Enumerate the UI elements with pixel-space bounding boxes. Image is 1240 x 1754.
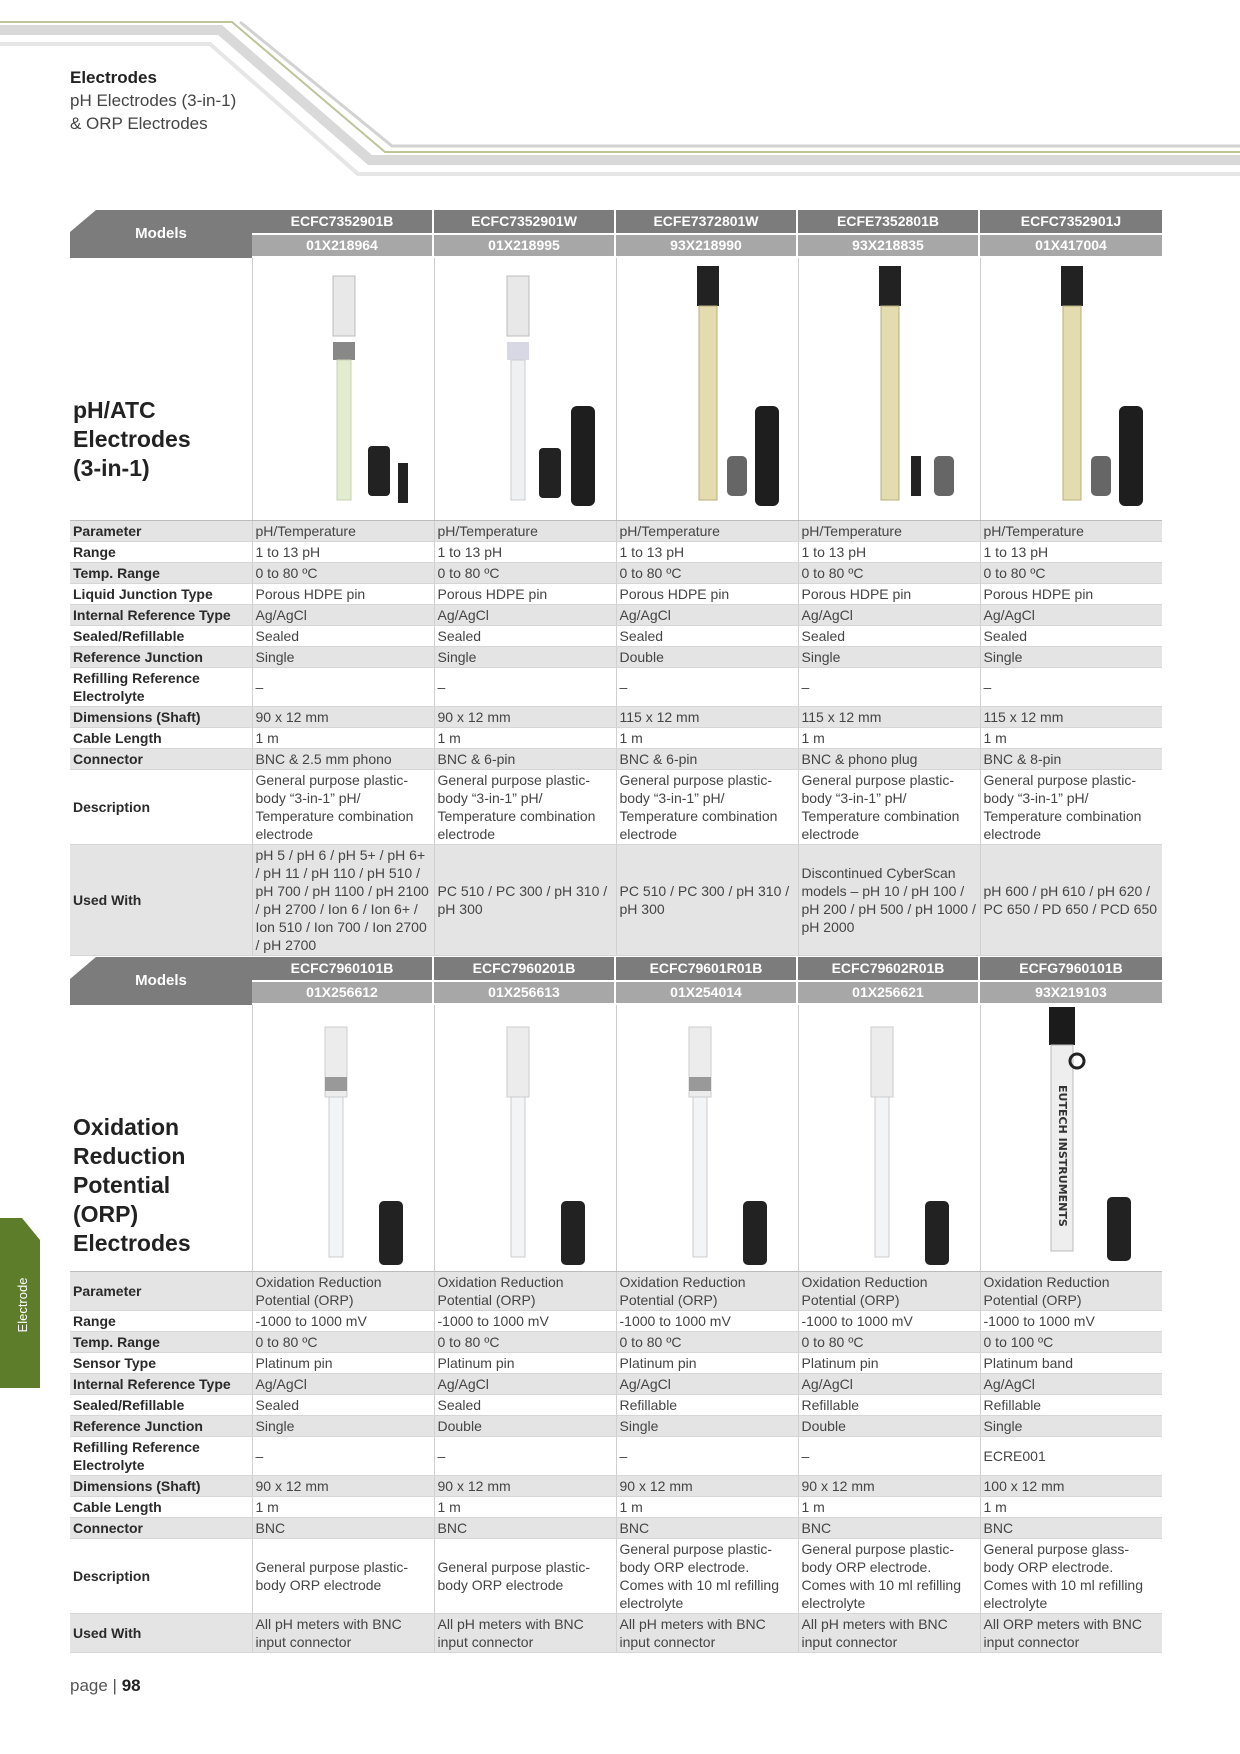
spec-cell: pH/Temperature xyxy=(616,521,798,542)
electrode-image xyxy=(252,258,434,520)
section-title-line: Reduction xyxy=(73,1143,186,1169)
model-cat: 01X256612 xyxy=(252,982,432,1003)
spec-cell: pH 5 / pH 6 / pH 5+ / pH 6+ / pH 11 / pH 110 / pH 510 / pH 700 / pH 1100 / pH 2100 / pH 2700 / Ion 6 / Ion 6+ / Ion 510 / Ion 700 / Ion 2700 / pH 2700 xyxy=(252,845,434,956)
table-row xyxy=(70,749,1162,770)
spec-cell: BNC xyxy=(616,1518,798,1539)
spec-cell: Sealed xyxy=(252,626,434,647)
spec-cell: 1 m xyxy=(434,728,616,749)
spec-cell: PC 510 / PC 300 / pH 310 / pH 300 xyxy=(434,845,616,956)
table-row xyxy=(70,542,1162,563)
spec-cell: 1 m xyxy=(798,728,980,749)
param-label: Range xyxy=(70,1311,252,1332)
electrode-icon xyxy=(981,258,1162,520)
spec-cell: Single xyxy=(252,1416,434,1437)
spec-cell: All pH meters with BNC input connector xyxy=(616,1614,798,1653)
electrode-image xyxy=(798,258,980,520)
spec-cell: All pH meters with BNC input connector xyxy=(252,1614,434,1653)
model-column xyxy=(616,957,796,1005)
table-row xyxy=(70,1497,1162,1518)
spec-cell: All pH meters with BNC input connector xyxy=(798,1614,980,1653)
electrode-icon xyxy=(617,1005,798,1271)
model-code: ECFC7960101B xyxy=(252,957,432,980)
spec-cell: All pH meters with BNC input connector xyxy=(434,1614,616,1653)
model-code: ECFE7372801W xyxy=(616,210,796,233)
model-cat: 93X219103 xyxy=(980,982,1162,1003)
model-column xyxy=(980,210,1162,258)
spec-cell: 1 m xyxy=(252,1497,434,1518)
spec-cell: Sealed xyxy=(616,626,798,647)
spec-cell: 0 to 80 ºC xyxy=(980,563,1162,584)
spec-cell: – xyxy=(434,1437,616,1476)
spec-cell: -1000 to 1000 mV xyxy=(798,1311,980,1332)
model-column xyxy=(980,957,1162,1005)
spec-cell: ECRE001 xyxy=(980,1437,1162,1476)
electrode-image xyxy=(980,258,1163,520)
page-subtitle-1: pH Electrodes (3-in-1) xyxy=(70,91,237,110)
model-code: ECFC7352901J xyxy=(980,210,1162,233)
spec-cell: 1 m xyxy=(616,728,798,749)
table-row xyxy=(70,1476,1162,1497)
electrode-icon xyxy=(253,258,434,520)
table-row xyxy=(70,605,1162,626)
table-row xyxy=(70,845,1162,956)
model-column xyxy=(252,957,432,1005)
table-row xyxy=(70,563,1162,584)
model-code: ECFC79601R01B xyxy=(616,957,796,980)
param-label: Description xyxy=(70,1539,252,1614)
table-row xyxy=(70,1518,1162,1539)
spec-cell: Discontinued CyberScan models – pH 10 / pH 100 / pH 200 / pH 500 / pH 1000 / pH 2000 xyxy=(798,845,980,956)
table-row xyxy=(70,647,1162,668)
spec-cell: pH/Temperature xyxy=(980,521,1162,542)
model-code: ECFC79602R01B xyxy=(798,957,978,980)
spec-cell: Single xyxy=(980,647,1162,668)
spec-cell: BNC & 6-pin xyxy=(616,749,798,770)
spec-cell: pH/Temperature xyxy=(252,521,434,542)
spec-cell: 0 to 80 ºC xyxy=(252,1332,434,1353)
spec-table xyxy=(70,521,1162,956)
page-header xyxy=(70,66,236,135)
table-row xyxy=(70,668,1162,707)
param-label: Internal Reference Type xyxy=(70,605,252,626)
spec-cell: 1 m xyxy=(616,1497,798,1518)
electrode-icon xyxy=(435,258,616,520)
spec-cell: 90 x 12 mm xyxy=(252,1476,434,1497)
table-row xyxy=(70,1437,1162,1476)
section-title-line: Oxidation xyxy=(73,1114,180,1140)
spec-cell: BNC xyxy=(434,1518,616,1539)
param-label: Used With xyxy=(70,1614,252,1653)
spec-cell: 1 to 13 pH xyxy=(616,542,798,563)
spec-cell: General purpose plastic-body ORP electrode. Comes with 10 ml refilling electrolyte xyxy=(798,1539,980,1614)
page-label: page xyxy=(70,1676,108,1695)
param-label: Reference Junction xyxy=(70,647,252,668)
electrode-image xyxy=(616,258,798,520)
section-title-line: pH/ATC xyxy=(73,397,156,423)
spec-cell: Single xyxy=(616,1416,798,1437)
spec-cell: 1 to 13 pH xyxy=(252,542,434,563)
spec-cell: BNC xyxy=(798,1518,980,1539)
spec-cell: Porous HDPE pin xyxy=(980,584,1162,605)
spec-cell: Double xyxy=(798,1416,980,1437)
spec-cell: 115 x 12 mm xyxy=(980,707,1162,728)
table-row xyxy=(70,1353,1162,1374)
electrode-icon xyxy=(435,1005,616,1271)
spec-cell: Oxidation Reduction Potential (ORP) xyxy=(980,1272,1162,1311)
spec-cell: pH 600 / pH 610 / pH 620 / PC 650 / PD 650 / PCD 650 xyxy=(980,845,1162,956)
spec-cell: 1 to 13 pH xyxy=(980,542,1162,563)
spec-cell: 1 to 13 pH xyxy=(434,542,616,563)
spec-cell: Platinum pin xyxy=(434,1353,616,1374)
spec-cell: General purpose plastic-body ORP electrode xyxy=(252,1539,434,1614)
param-label: Refilling Reference Electrolyte xyxy=(70,668,252,707)
table-row xyxy=(70,1272,1162,1311)
model-column xyxy=(616,210,796,258)
spec-cell: 90 x 12 mm xyxy=(616,1476,798,1497)
spec-cell: pH/Temperature xyxy=(798,521,980,542)
spec-cell: Single xyxy=(798,647,980,668)
model-cat: 01X256621 xyxy=(798,982,978,1003)
spec-cell: General purpose glass-body ORP electrode. Comes with 10 ml refilling electrolyte xyxy=(980,1539,1162,1614)
spec-cell: -1000 to 1000 mV xyxy=(980,1311,1162,1332)
spec-cell: Double xyxy=(434,1416,616,1437)
spec-cell: BNC xyxy=(252,1518,434,1539)
spec-cell: – xyxy=(434,668,616,707)
param-label: Refilling Reference Electrolyte xyxy=(70,1437,252,1476)
models-label: Models xyxy=(135,225,187,242)
models-label: Models xyxy=(135,972,187,989)
param-label: Connector xyxy=(70,749,252,770)
page-title: Electrodes xyxy=(70,68,157,87)
spec-cell: 90 x 12 mm xyxy=(798,1476,980,1497)
section-title-line: Electrodes xyxy=(73,426,191,452)
spec-cell: 0 to 80 ºC xyxy=(616,563,798,584)
table-row xyxy=(70,728,1162,749)
spec-cell: Porous HDPE pin xyxy=(434,584,616,605)
electrode-image xyxy=(252,1005,434,1271)
model-code: ECFC7352901B xyxy=(252,210,432,233)
model-column xyxy=(252,210,432,258)
spec-cell: – xyxy=(252,668,434,707)
spec-cell: Ag/AgCl xyxy=(434,1374,616,1395)
spec-cell: 90 x 12 mm xyxy=(252,707,434,728)
spec-cell: 0 to 80 ºC xyxy=(616,1332,798,1353)
spec-cell: Sealed xyxy=(798,626,980,647)
spec-cell: – xyxy=(252,1437,434,1476)
electrode-icon xyxy=(981,1005,1162,1271)
spec-cell: Refillable xyxy=(798,1395,980,1416)
spec-cell: 1 m xyxy=(252,728,434,749)
param-label: Description xyxy=(70,770,252,845)
param-label: Parameter xyxy=(70,521,252,542)
spec-cell: Oxidation Reduction Potential (ORP) xyxy=(434,1272,616,1311)
spec-cell: -1000 to 1000 mV xyxy=(616,1311,798,1332)
spec-cell: 1 m xyxy=(798,1497,980,1518)
page-footer: page | 98 xyxy=(70,1676,141,1695)
table-row xyxy=(70,1332,1162,1353)
spec-cell: Porous HDPE pin xyxy=(252,584,434,605)
side-tab-label: Electrode xyxy=(15,1277,30,1333)
spec-cell: Refillable xyxy=(616,1395,798,1416)
spec-cell: Single xyxy=(252,647,434,668)
model-code: ECFC7352901W xyxy=(434,210,614,233)
model-code: ECFG7960101B xyxy=(980,957,1162,980)
spec-cell: Platinum pin xyxy=(252,1353,434,1374)
page-number: 98 xyxy=(121,1676,141,1695)
section-title xyxy=(73,396,191,483)
model-column xyxy=(434,210,614,258)
spec-cell: BNC & 8-pin xyxy=(980,749,1162,770)
table-row xyxy=(70,1416,1162,1437)
spec-cell: – xyxy=(798,668,980,707)
spec-cell: Platinum pin xyxy=(798,1353,980,1374)
spec-cell: BNC & 6-pin xyxy=(434,749,616,770)
spec-cell: Ag/AgCl xyxy=(616,1374,798,1395)
spec-cell: 0 to 80 ºC xyxy=(798,563,980,584)
spec-cell: – xyxy=(798,1437,980,1476)
spec-cell: All ORP meters with BNC input connector xyxy=(980,1614,1162,1653)
param-label: Sensor Type xyxy=(70,1353,252,1374)
electrode-image xyxy=(980,1005,1163,1271)
spec-cell: Sealed xyxy=(252,1395,434,1416)
param-label: Dimensions (Shaft) xyxy=(70,1476,252,1497)
spec-cell: 1 to 13 pH xyxy=(798,542,980,563)
table-row xyxy=(70,1395,1162,1416)
spec-cell: General purpose plastic-body ORP electrode xyxy=(434,1539,616,1614)
model-column xyxy=(798,210,978,258)
spec-cell: Oxidation Reduction Potential (ORP) xyxy=(252,1272,434,1311)
table-row xyxy=(70,1374,1162,1395)
spec-cell: Ag/AgCl xyxy=(980,1374,1162,1395)
model-cat: 93X218990 xyxy=(616,235,796,256)
model-cat: 93X218835 xyxy=(798,235,978,256)
spec-cell: -1000 to 1000 mV xyxy=(252,1311,434,1332)
spec-cell: 115 x 12 mm xyxy=(616,707,798,728)
ph-electrodes-section xyxy=(70,210,1162,956)
param-label: Range xyxy=(70,542,252,563)
models-header xyxy=(70,210,1162,258)
spec-cell: Porous HDPE pin xyxy=(616,584,798,605)
electrode-icon xyxy=(617,258,798,520)
spec-cell: 0 to 80 ºC xyxy=(434,1332,616,1353)
spec-cell: – xyxy=(616,1437,798,1476)
spec-cell: 1 m xyxy=(980,1497,1162,1518)
spec-cell: General purpose plastic-body “3-in-1” pH/ Temperature combination electrode xyxy=(252,770,434,845)
spec-cell: pH/Temperature xyxy=(434,521,616,542)
spec-cell: BNC & phono plug xyxy=(798,749,980,770)
param-label: Liquid Junction Type xyxy=(70,584,252,605)
spec-cell: Ag/AgCl xyxy=(252,605,434,626)
electrode-label: EUTECH INSTRUMENTS xyxy=(1056,1085,1069,1227)
spec-cell: 115 x 12 mm xyxy=(798,707,980,728)
spec-cell: 90 x 12 mm xyxy=(434,707,616,728)
spec-cell: Oxidation Reduction Potential (ORP) xyxy=(798,1272,980,1311)
model-cat: 01X417004 xyxy=(980,235,1162,256)
section-title xyxy=(73,1113,191,1258)
product-images-row xyxy=(70,258,1162,521)
param-label: Dimensions (Shaft) xyxy=(70,707,252,728)
spec-cell: Porous HDPE pin xyxy=(798,584,980,605)
model-code: ECFE7352801B xyxy=(798,210,978,233)
param-label: Internal Reference Type xyxy=(70,1374,252,1395)
spec-cell: Oxidation Reduction Potential (ORP) xyxy=(616,1272,798,1311)
section-title-line: Potential xyxy=(73,1172,171,1198)
spec-cell: 1 m xyxy=(980,728,1162,749)
spec-cell: – xyxy=(980,668,1162,707)
spec-cell: -1000 to 1000 mV xyxy=(434,1311,616,1332)
spec-cell: 1 m xyxy=(434,1497,616,1518)
model-cat: 01X218964 xyxy=(252,235,432,256)
spec-cell: Ag/AgCl xyxy=(980,605,1162,626)
table-row xyxy=(70,584,1162,605)
table-row xyxy=(70,770,1162,845)
electrode-icon xyxy=(799,1005,980,1271)
param-label: Parameter xyxy=(70,1272,252,1311)
orp-electrodes-section xyxy=(70,957,1162,1653)
electrode-image xyxy=(434,258,616,520)
param-label: Temp. Range xyxy=(70,563,252,584)
electrode-image xyxy=(798,1005,980,1271)
spec-cell: General purpose plastic-body ORP electrode. Comes with 10 ml refilling electrolyte xyxy=(616,1539,798,1614)
param-label: Connector xyxy=(70,1518,252,1539)
model-column xyxy=(798,957,978,1005)
param-label: Sealed/Refillable xyxy=(70,1395,252,1416)
electrode-icon xyxy=(799,258,980,520)
spec-cell: Ag/AgCl xyxy=(252,1374,434,1395)
spec-cell: Platinum band xyxy=(980,1353,1162,1374)
spec-cell: 0 to 80 ºC xyxy=(798,1332,980,1353)
spec-cell: Single xyxy=(434,647,616,668)
spec-cell: Sealed xyxy=(980,626,1162,647)
models-header xyxy=(70,957,1162,1005)
spec-cell: General purpose plastic-body “3-in-1” pH/ Temperature combination electrode xyxy=(434,770,616,845)
param-label: Used With xyxy=(70,845,252,956)
spec-cell: 0 to 100 ºC xyxy=(980,1332,1162,1353)
spec-cell: Double xyxy=(616,647,798,668)
spec-cell: 0 to 80 ºC xyxy=(434,563,616,584)
section-title-line: (3-in-1) xyxy=(73,455,150,481)
spec-cell: Ag/AgCl xyxy=(616,605,798,626)
spec-cell: 90 x 12 mm xyxy=(434,1476,616,1497)
spec-cell: Single xyxy=(980,1416,1162,1437)
model-code: ECFC7960201B xyxy=(434,957,614,980)
table-row xyxy=(70,1539,1162,1614)
table-row xyxy=(70,707,1162,728)
param-label: Cable Length xyxy=(70,728,252,749)
spec-cell: PC 510 / PC 300 / pH 310 / pH 300 xyxy=(616,845,798,956)
model-cat: 01X218995 xyxy=(434,235,614,256)
spec-cell: Sealed xyxy=(434,1395,616,1416)
param-label: Sealed/Refillable xyxy=(70,626,252,647)
electrode-image xyxy=(434,1005,616,1271)
spec-cell: Ag/AgCl xyxy=(798,605,980,626)
spec-cell: General purpose plastic-body “3-in-1” pH/ Temperature combination electrode xyxy=(798,770,980,845)
spec-cell: – xyxy=(616,668,798,707)
spec-cell: General purpose plastic-body “3-in-1” pH/ Temperature combination electrode xyxy=(616,770,798,845)
table-row xyxy=(70,626,1162,647)
spec-cell: Ag/AgCl xyxy=(434,605,616,626)
spec-cell: General purpose plastic-body “3-in-1” pH/ Temperature combination electrode xyxy=(980,770,1162,845)
spec-cell: 100 x 12 mm xyxy=(980,1476,1162,1497)
param-label: Reference Junction xyxy=(70,1416,252,1437)
spec-cell: Platinum pin xyxy=(616,1353,798,1374)
spec-table xyxy=(70,1272,1162,1653)
spec-cell: Refillable xyxy=(980,1395,1162,1416)
spec-cell: Ag/AgCl xyxy=(798,1374,980,1395)
spec-cell: 0 to 80 ºC xyxy=(252,563,434,584)
spec-cell: Sealed xyxy=(434,626,616,647)
product-images-row xyxy=(70,1005,1162,1272)
section-title-line: Electrodes xyxy=(73,1230,191,1256)
param-label: Temp. Range xyxy=(70,1332,252,1353)
spec-cell: BNC & 2.5 mm phono xyxy=(252,749,434,770)
model-column xyxy=(434,957,614,1005)
param-label: Cable Length xyxy=(70,1497,252,1518)
electrode-icon xyxy=(253,1005,434,1271)
spec-cell: BNC xyxy=(980,1518,1162,1539)
table-row xyxy=(70,1614,1162,1653)
electrode-image xyxy=(616,1005,798,1271)
page-subtitle-2: & ORP Electrodes xyxy=(70,114,208,133)
table-row xyxy=(70,1311,1162,1332)
model-cat: 01X254014 xyxy=(616,982,796,1003)
section-title-line: (ORP) xyxy=(73,1201,139,1227)
model-cat: 01X256613 xyxy=(434,982,614,1003)
table-row xyxy=(70,521,1162,542)
